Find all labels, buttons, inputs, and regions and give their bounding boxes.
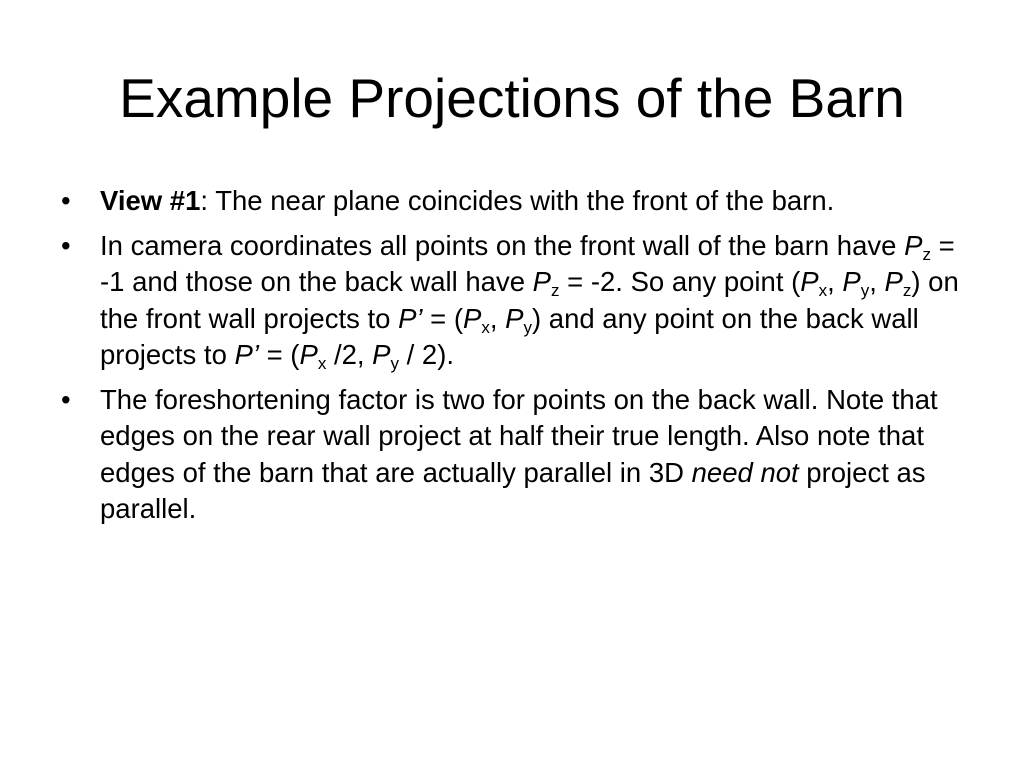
subscript-y: y	[523, 317, 532, 337]
separator-text: ,	[869, 266, 885, 297]
point-symbol: P	[372, 339, 391, 370]
bullet-item-camera-coordinates	[61, 228, 970, 374]
subscript-z: z	[902, 281, 912, 300]
subscript-x: x	[481, 317, 490, 337]
point-symbol: P	[904, 229, 923, 261]
subscript-y: y	[390, 354, 400, 373]
bullet-text: /2,	[326, 339, 373, 370]
bullet-item-foreshortening	[61, 382, 970, 528]
bullet-glyph: •	[61, 185, 71, 216]
separator-text: ,	[827, 266, 843, 297]
point-symbol: P	[532, 266, 551, 297]
bullet-text: = (	[258, 339, 300, 370]
projected-point-symbol: P’	[398, 302, 423, 334]
point-symbol: P	[884, 266, 903, 297]
point-symbol: P	[463, 302, 482, 334]
bullet-glyph: •	[61, 383, 71, 415]
bullet-text: = (	[422, 302, 464, 334]
bullet-text: / 2).	[399, 339, 455, 370]
bullet-text: : The near plane coincides with the front of the barn.	[200, 185, 835, 216]
subscript-z: z	[551, 281, 560, 300]
point-symbol: P	[842, 266, 861, 297]
bullet-text: = -2. So any point (	[559, 266, 801, 297]
bullet-text: The foreshortening factor is two for points on the back wall. Note that edges on the rear wall project at half their true length. Also note that edges of the barn that are actually parallel in 3D	[100, 383, 938, 488]
subscript-z: z	[922, 244, 931, 264]
slide-title: Example Projections of the Barn	[119, 67, 905, 129]
point-symbol: P	[505, 302, 524, 334]
bullet-text: ) on the front wall projects to	[100, 266, 959, 334]
bullet-list	[61, 183, 970, 536]
subscript-y: y	[860, 281, 870, 300]
projected-point-symbol: P’	[234, 339, 259, 370]
view-label: View #1	[100, 185, 201, 216]
point-symbol: P	[800, 266, 819, 297]
bullet-glyph: •	[61, 229, 71, 261]
bullet-text: project as parallel.	[100, 456, 926, 524]
bullet-text: ) and any point on the back wall projects to	[100, 302, 919, 370]
bullet-text: = -1 and those on the back wall have	[100, 229, 955, 297]
bullet-text: In camera coordinates all points on the front wall of the barn have	[100, 229, 905, 261]
bullet-item-view1	[61, 183, 970, 220]
emphasis-text: need not	[691, 456, 799, 488]
subscript-x: x	[317, 354, 327, 373]
separator-text: ,	[489, 302, 506, 334]
subscript-x: x	[818, 281, 828, 300]
point-symbol: P	[299, 339, 318, 370]
